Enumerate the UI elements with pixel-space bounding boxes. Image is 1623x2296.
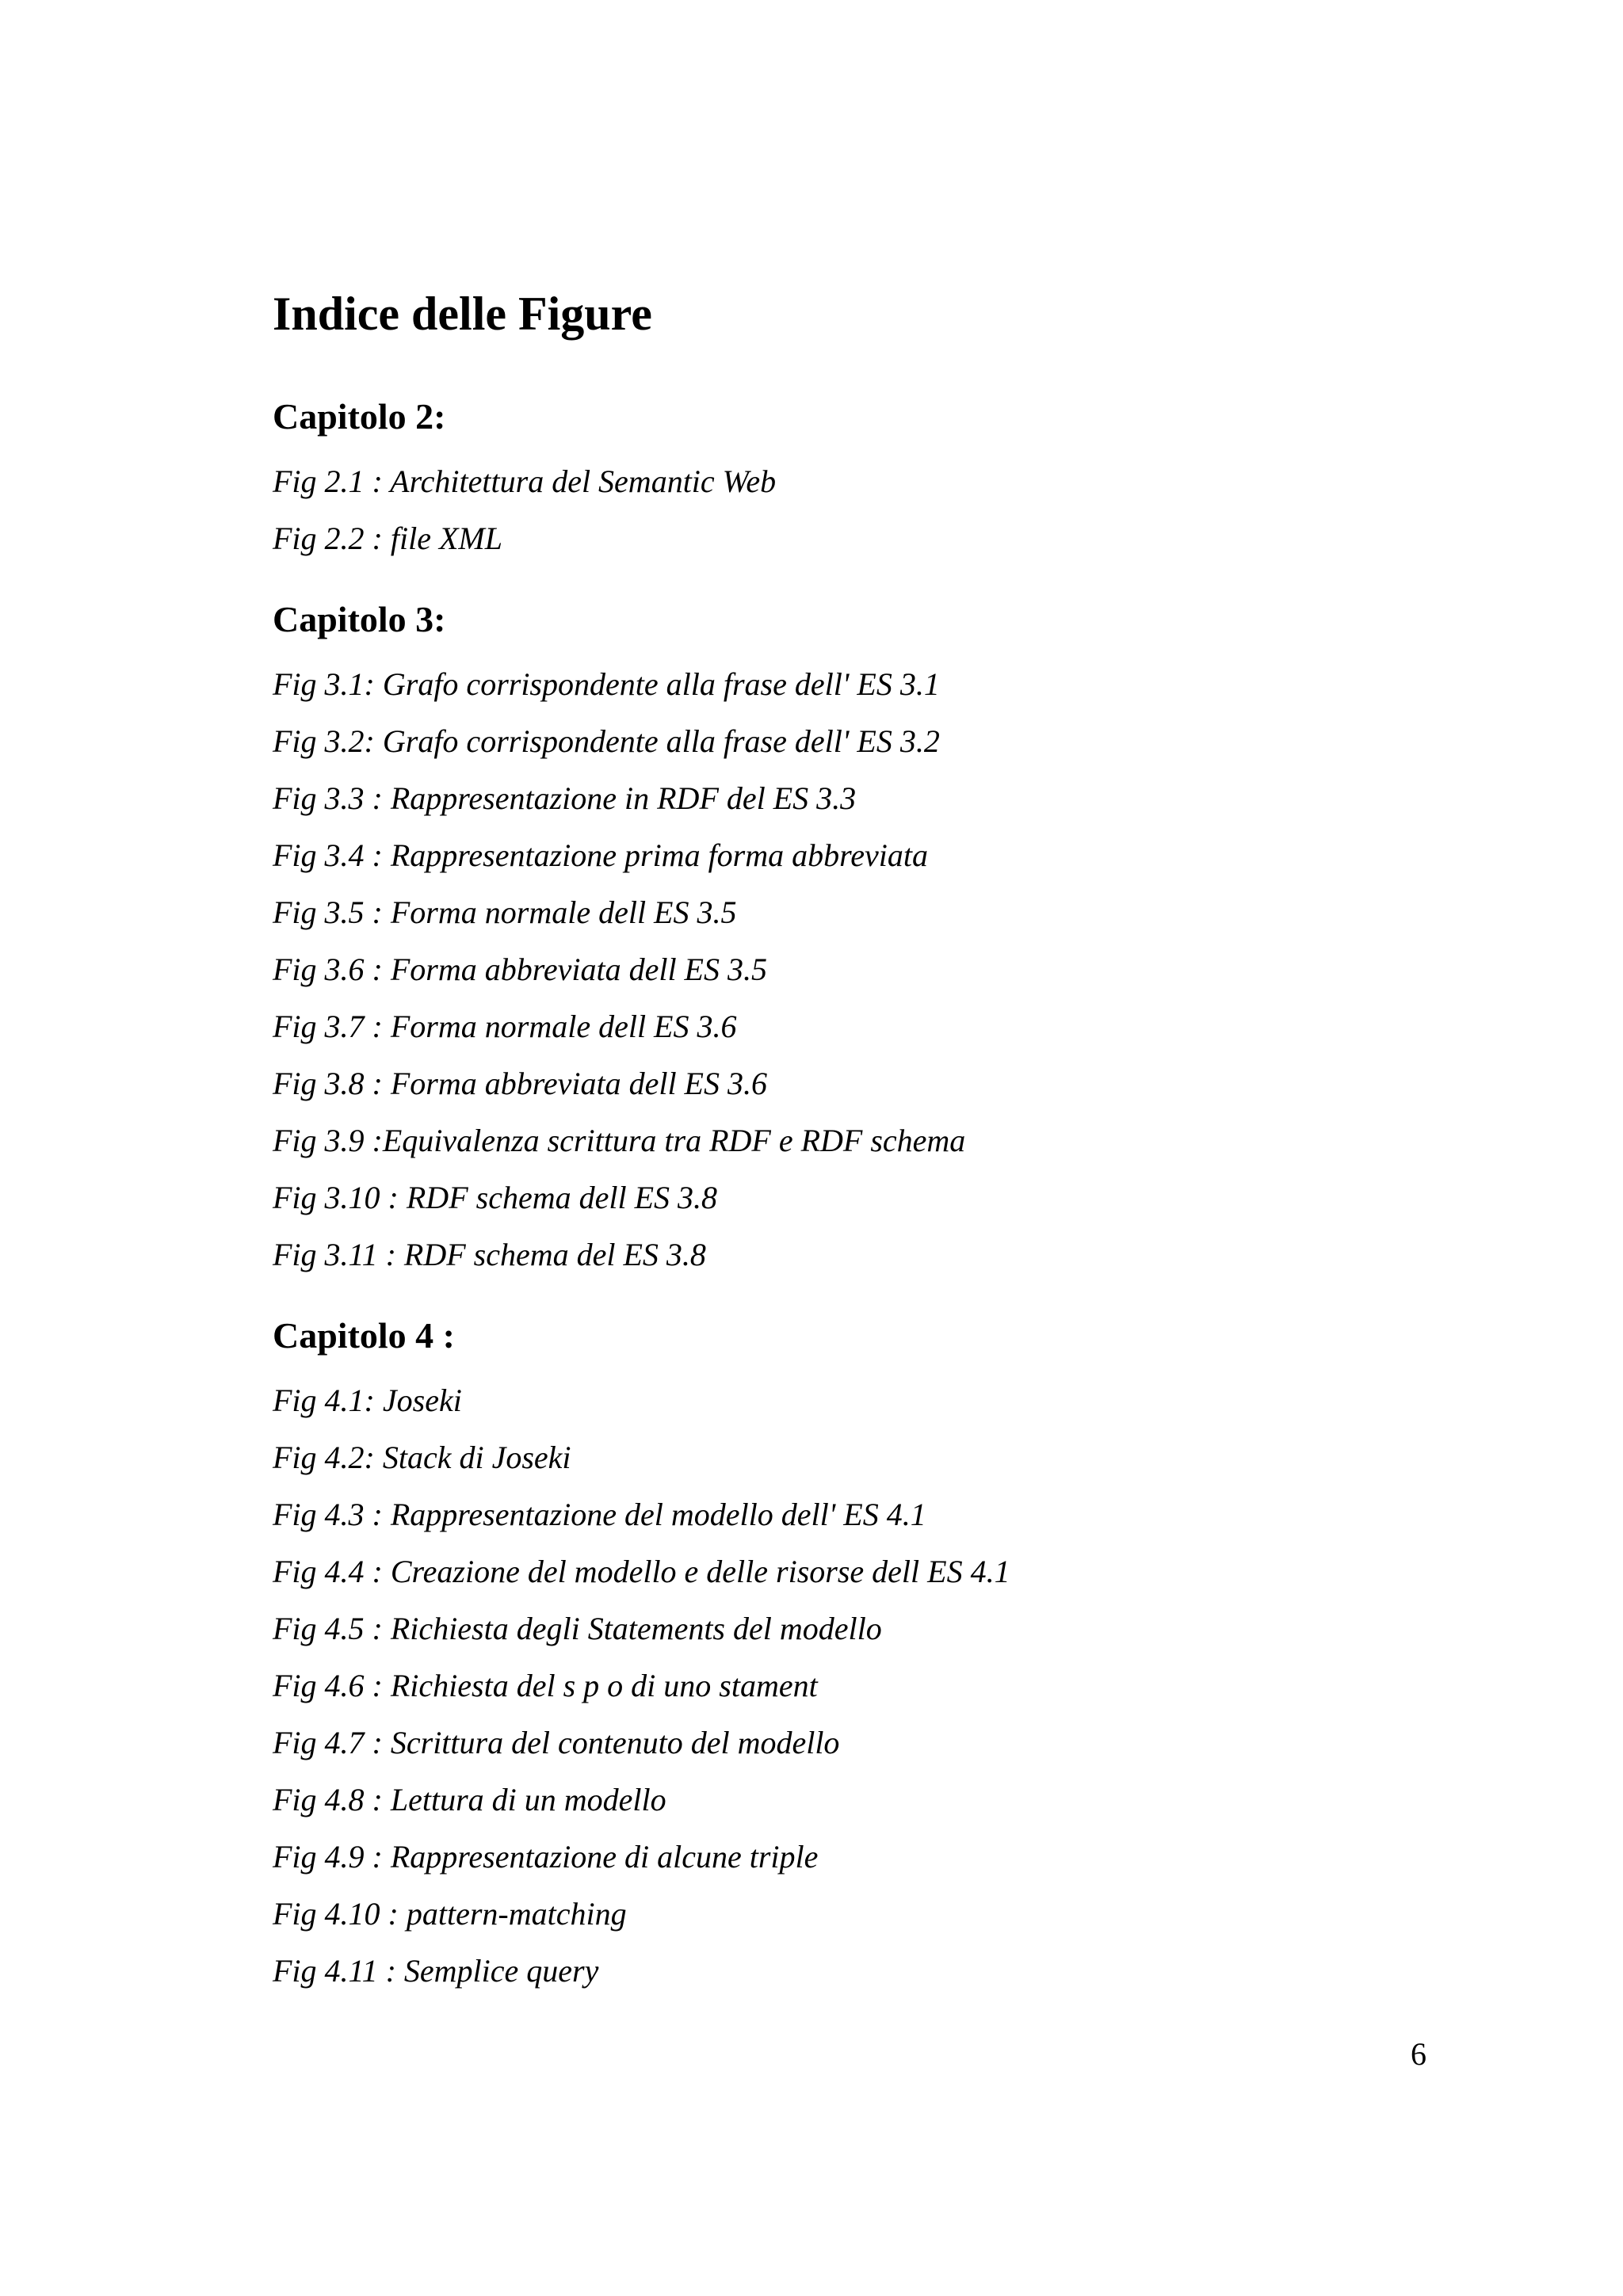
figure-entry-3-5: Fig 3.5 : Forma normale dell ES 3.5 [273,894,737,930]
figure-entry-2-1: Fig 2.1 : Architettura del Semantic Web [273,463,777,499]
chapter-2-figure-list [273,453,1461,567]
figure-entry-3-4: Fig 3.4 : Rappresentazione prima forma abbreviata [273,837,928,873]
figure-entry-4-3: Fig 4.3 : Rappresentazione del modello dell' ES 4.1 [273,1497,926,1532]
figure-entry-3-2: Fig 3.2: Grafo corrispondente alla frase dell' ES 3.2 [273,723,940,759]
chapter-2-heading: Capitolo 2: [273,396,446,437]
figure-entry-3-11: Fig 3.11 : RDF schema del ES 3.8 [273,1237,706,1272]
figure-entry-4-6: Fig 4.6 : Richiesta del s p o di uno stament [273,1668,818,1703]
figure-entry-4-10: Fig 4.10 : pattern-matching [273,1896,627,1932]
figure-entry-3-9: Fig 3.9 :Equivalenza scrittura tra RDF e RDF schema [273,1123,966,1158]
figure-entry-3-3: Fig 3.3 : Rappresentazione in RDF del ES 3.3 [273,780,857,816]
figure-entry-4-9: Fig 4.9 : Rappresentazione di alcune triple [273,1839,819,1875]
figure-entry-4-5: Fig 4.5 : Richiesta degli Statements del modello [273,1611,882,1646]
chapter-4-figure-list [273,1372,1461,2000]
figure-entry-3-8: Fig 3.8 : Forma abbreviata dell ES 3.6 [273,1066,767,1101]
figure-entry-4-11: Fig 4.11 : Semplice query [273,1953,599,1989]
figure-entry-3-6: Fig 3.6 : Forma abbreviata dell ES 3.5 [273,952,767,987]
chapter-3-figure-list [273,656,1461,1283]
figure-entry-2-2: Fig 2.2 : file XML [273,521,502,556]
figure-entry-4-7: Fig 4.7 : Scrittura del contenuto del modello [273,1725,840,1760]
chapter-4-heading: Capitolo 4 : [273,1315,455,1356]
figure-index [273,282,1461,2000]
figure-entry-3-10: Fig 3.10 : RDF schema dell ES 3.8 [273,1180,717,1215]
figure-entry-3-7: Fig 3.7 : Forma normale dell ES 3.6 [273,1009,737,1044]
page-number: 6 [1411,2036,1426,2072]
figure-entry-4-8: Fig 4.8 : Lettura di un modello [273,1782,666,1817]
chapter-3-heading: Capitolo 3: [273,599,446,639]
page-title: Indice delle Figure [273,288,652,340]
figure-entry-4-4: Fig 4.4 : Creazione del modello e delle risorse dell ES 4.1 [273,1554,1010,1589]
figure-entry-4-2: Fig 4.2: Stack di Joseki [273,1440,571,1475]
figure-entry-4-1: Fig 4.1: Joseki [273,1383,462,1418]
figure-entry-3-1: Fig 3.1: Grafo corrispondente alla frase dell' ES 3.1 [273,666,940,702]
